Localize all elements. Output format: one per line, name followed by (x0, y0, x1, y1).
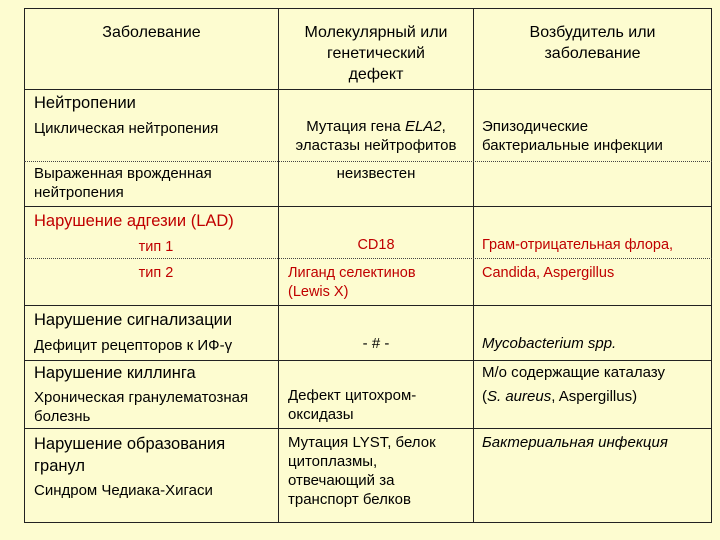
disease-congenital-neutropenia: Выраженная врожденная нейтропения (34, 165, 212, 201)
pathogen-candida: Candida, Aspergillus (482, 265, 615, 281)
pathogen-catalase-positive: М/о содержащие каталазу (S. aureus, Aspergillus) (482, 364, 665, 405)
pathogen-episodic: Эпизодические бактериальные инфекции (482, 118, 663, 154)
column-divider-2 (473, 8, 474, 523)
row-divider (24, 305, 712, 306)
column-divider-1 (278, 8, 279, 523)
pathogen-gram-negative: Грам-отрицательная флора, (482, 237, 674, 253)
header-pathogen: Возбудитель или заболевание (529, 24, 656, 62)
header-defect: Молекулярный или генетический дефект (304, 24, 448, 83)
adhesion-type-1: тип 1 (138, 239, 174, 255)
dotted-divider (24, 258, 712, 259)
header-disease: Заболевание (102, 24, 201, 41)
table-border-right (711, 8, 712, 523)
defect-cd18: CD18 (357, 237, 395, 253)
row-divider (24, 360, 712, 361)
section-title-adhesion: Нарушение адгезии (LAD) (34, 212, 234, 230)
defect-unknown: неизвестен (336, 165, 416, 182)
disease-ifn-receptor-deficiency: Дефицит рецепторов к ИФ-γ (34, 337, 233, 354)
section-title-killing: Нарушение киллинга (34, 364, 196, 382)
adhesion-type-2: тип 2 (138, 265, 174, 281)
row-divider (24, 206, 712, 207)
defect-ela2: Мутация гена ELA2, эластазы нейтрофитов (295, 118, 457, 154)
pathogen-mycobacterium: Mycobacterium spp. (482, 335, 617, 352)
dotted-divider (24, 161, 712, 162)
defect-lyst: Мутация LYST, белок цитоплазмы, отвечающий за транспорт белков (288, 434, 436, 508)
section-title-signaling: Нарушение сигнализации (34, 311, 233, 329)
row-divider (24, 89, 712, 90)
defect-none: - # - (362, 335, 390, 352)
disease-cyclic-neutropenia: Циклическая нейтропения (34, 120, 219, 137)
table-border-top (24, 8, 712, 9)
section-title-granules: Нарушение образования гранул (34, 435, 226, 475)
table-border-bottom (24, 522, 712, 523)
defect-selectin-ligand: Лиганд селектинов (Lewis X) (288, 265, 416, 300)
disease-cgd: Хроническая гранулематозная болезнь (34, 389, 249, 425)
pathogen-bacterial: Бактериальная инфекция (482, 434, 668, 451)
disease-chediak-higashi: Синдром Чедиака-Хигаси (34, 482, 213, 499)
row-divider (24, 428, 712, 429)
table-border-left (24, 8, 25, 523)
defect-cytochrome-oxidase: Дефект цитохром- оксидазы (288, 387, 417, 423)
section-title-neutropenia: Нейтропении (34, 94, 136, 112)
